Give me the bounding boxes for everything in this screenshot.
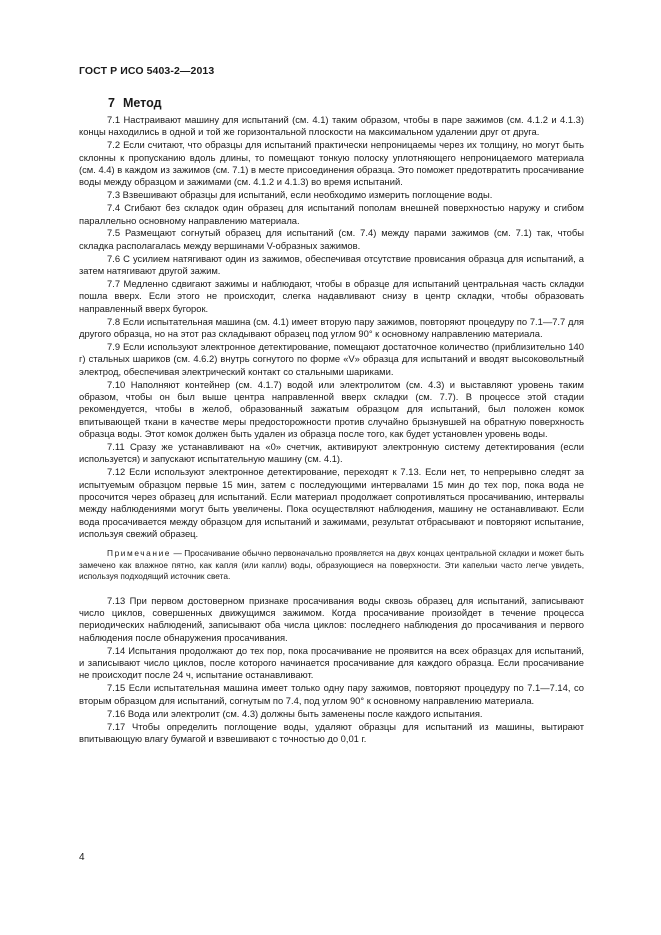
note-text: — Просачивание обычно первоначально проявляется на двух концах центральной складки и может быть замечено как влажное пятно, как капля (или капли) воды, образующиеся на поверхности. Эти капельки часто легче увидеть, используя подходящий источник света. (79, 548, 584, 582)
paragraph-number: 7.11 (107, 440, 125, 452)
paragraph-text: Если испытательная машина (см. 4.1) имеет вторую пару зажимов, повторяют процедуру по 7.1—7.7 для другого образца, но на этот раз складывают образец под углом 90° к основному направлению материала. (79, 315, 584, 339)
paragraph-number: 7.10 (107, 378, 126, 390)
paragraph-number: 7.1 (107, 114, 121, 125)
section-title (108, 96, 162, 110)
paragraph-number: 7.4 (107, 202, 121, 214)
paragraph-text: Если используют электронное детектирование, помещают достаточное количество (приблизительно 140 г) стальных шариков (см. 4.6.2) внутрь согнутого по форме «V» образца для испытаний и вводят высоковольтный электрод, обеспечивая электрический контакт со стальными шариками. (79, 340, 584, 377)
paragraph-text: Если используют электронное детектирование, переходят к 7.13. Если нет, то непрерывно следят за испытуемым образцом первые 15 мин, затем с последующими интервалами 15 мин до тех пор, пока вода не просочится через образец для испытаний. Если материал продолжает сопротивляться просачиванию, интервалы между наблюдениями могут быть увеличены. Пока осуществляют наблюдения, машину не останавливают. Если вода просачивается между образцом для испытаний и зажимами, результат отбрасывают и повторяют испытание, используя свежий образец. (79, 466, 584, 539)
paragraph (79, 278, 584, 315)
paragraph (79, 466, 584, 540)
paragraph-number: 7.5 (107, 227, 121, 239)
paragraph-number: 7.7 (107, 278, 121, 290)
paragraph (79, 595, 584, 644)
section-body (79, 114, 584, 746)
paragraph-text: Наполняют контейнер (см. 4.1.7) водой или электролитом (см. 4.3) и выставляют уровень таким образом, чтобы он был выше центра направленной вверх складки (см. 7.7). В процессе этой стадии рекомендуется, чтобы в желоб, образованный зажатым образцом для испытаний, был положен комок впитывающей ткани в качестве меры предосторожности против случайно брызнувшей на обратную поверхность образца воды. Этот комок должен быть удален из образца после того, как будет установлен уровень воды. (79, 378, 584, 439)
paragraph (79, 645, 584, 682)
paragraph-text: Вода или электролит (см. 4.3) должны быть заменены после каждого испытания. (127, 707, 483, 719)
paragraph-number: 7.15 (107, 682, 126, 694)
paragraph (79, 253, 584, 278)
paragraph-number: 7.12 (107, 466, 126, 478)
paragraph-number: 7.3 (107, 189, 121, 201)
paragraph (79, 682, 584, 707)
paragraph (79, 341, 584, 378)
paragraph-number: 7.9 (107, 340, 121, 352)
paragraph-number: 7.17 (107, 720, 126, 732)
paragraph-text: Сгибают без складок один образец для испытаний пополам внешней поверхностью наружу и сгибом параллельно основному направлению материала. (79, 202, 584, 226)
paragraph (79, 379, 584, 441)
paragraph-text: Если испытательная машина имеет только одну пару зажимов, повторяют процедуру по 7.1—7.14, со вторым образцом для испытаний, согнутым по 7.4, под углом 90° к основному направлению материала. (79, 682, 584, 706)
paragraph-text: Настраивают машину для испытаний (см. 4.1) таким образом, чтобы в паре зажимов (см. 4.1.2 и 4.1.3) концы находились в одной и той же горизонтальной плоскости на максимальном удалении друг от друга. (79, 114, 584, 138)
paragraph (79, 139, 584, 188)
paragraph-number: 7.16 (107, 707, 126, 719)
note (79, 548, 584, 583)
paragraph (79, 316, 584, 341)
paragraph (79, 721, 584, 746)
section-name: Метод (122, 96, 162, 110)
paragraph-number: 7.13 (107, 594, 126, 606)
paragraph-number: 7.8 (107, 315, 121, 327)
paragraph-text: Чтобы определить поглощение воды, удаляют образцы для испытаний из машины, вытирают впитывающую влагу бумагой и взвешивают с точностью до 0,01 г. (79, 720, 584, 744)
paragraph (79, 202, 584, 227)
paragraph-text: Взвешивают образцы для испытаний, если необходимо измерить поглощение воды. (122, 189, 493, 201)
paragraph-number: 7.14 (107, 644, 126, 656)
paragraph-text: Размещают согнутый образец для испытаний (см. 7.4) между парами зажимов (см. 7.1) так, чтобы складка располагалась между вершинами V-образных зажимов. (79, 227, 585, 251)
paragraph-text: Медленно сдвигают зажимы и наблюдают, чтобы в образце для испытаний центральная часть складки пошла вверх. Если этого не происходит, слегка надавливают снизу в центр складки, чтобы образовать направленный вверх бугорок. (79, 278, 585, 314)
paragraph (79, 189, 584, 201)
standard-header: ГОСТ Р ИСО 5403-2—2013 (79, 65, 215, 77)
paragraph-text: Если считают, что образцы для испытаний практически непроницаемы через их толщину, но могут быть склонны к пропусканию вдоль длины, то помещают тонкую полоску уплотняющего непроницаемого материала (см. 4.4) в каждом из зажимов (см. 7.1) в месте присоединения образца. Это поможет предотвратить просачивание воды между образцом и зажимами (см. 4.1.2 и 4.1.3) во время испытаний. (79, 139, 585, 188)
paragraph (79, 114, 584, 139)
note-label: Примечание (107, 548, 172, 559)
page-number: 4 (79, 852, 85, 863)
paragraph-text: Сразу же устанавливают на «0» счетчик, активируют электронную систему детектирования (если используется) и запускают испытательную машину (см. 4.1). (79, 440, 585, 465)
paragraph-number: 7.2 (107, 139, 121, 151)
paragraph-text: Испытания продолжают до тех пор, пока просачивание не проявится на всех образцах для испытаний, и записывают число циклов, после которого начинается просачивание для каждого образца. Если просачивание не происходит после 24 ч, испытание останавливают. (79, 644, 584, 681)
paragraph-text: С усилием натягивают один из зажимов, обеспечивая отсутствие провисания образца для испытаний, а затем натягивают другой зажим. (79, 252, 585, 277)
paragraph-text: При первом достоверном признаке просачивания воды сквозь образец для испытаний, записывают число циклов, совершенных движущимся зажимом. Когда просачивание произойдет в течение процесса периодических наблюдений, записывают оба числа циклов: последнего наблюдения до просачивания и первого наблюдения после обнаружения просачивания. (79, 594, 584, 643)
paragraph (79, 441, 584, 466)
paragraph (79, 708, 584, 720)
paragraph-number: 7.6 (107, 252, 121, 264)
section-number: 7 (108, 96, 115, 110)
paragraph (79, 227, 584, 252)
